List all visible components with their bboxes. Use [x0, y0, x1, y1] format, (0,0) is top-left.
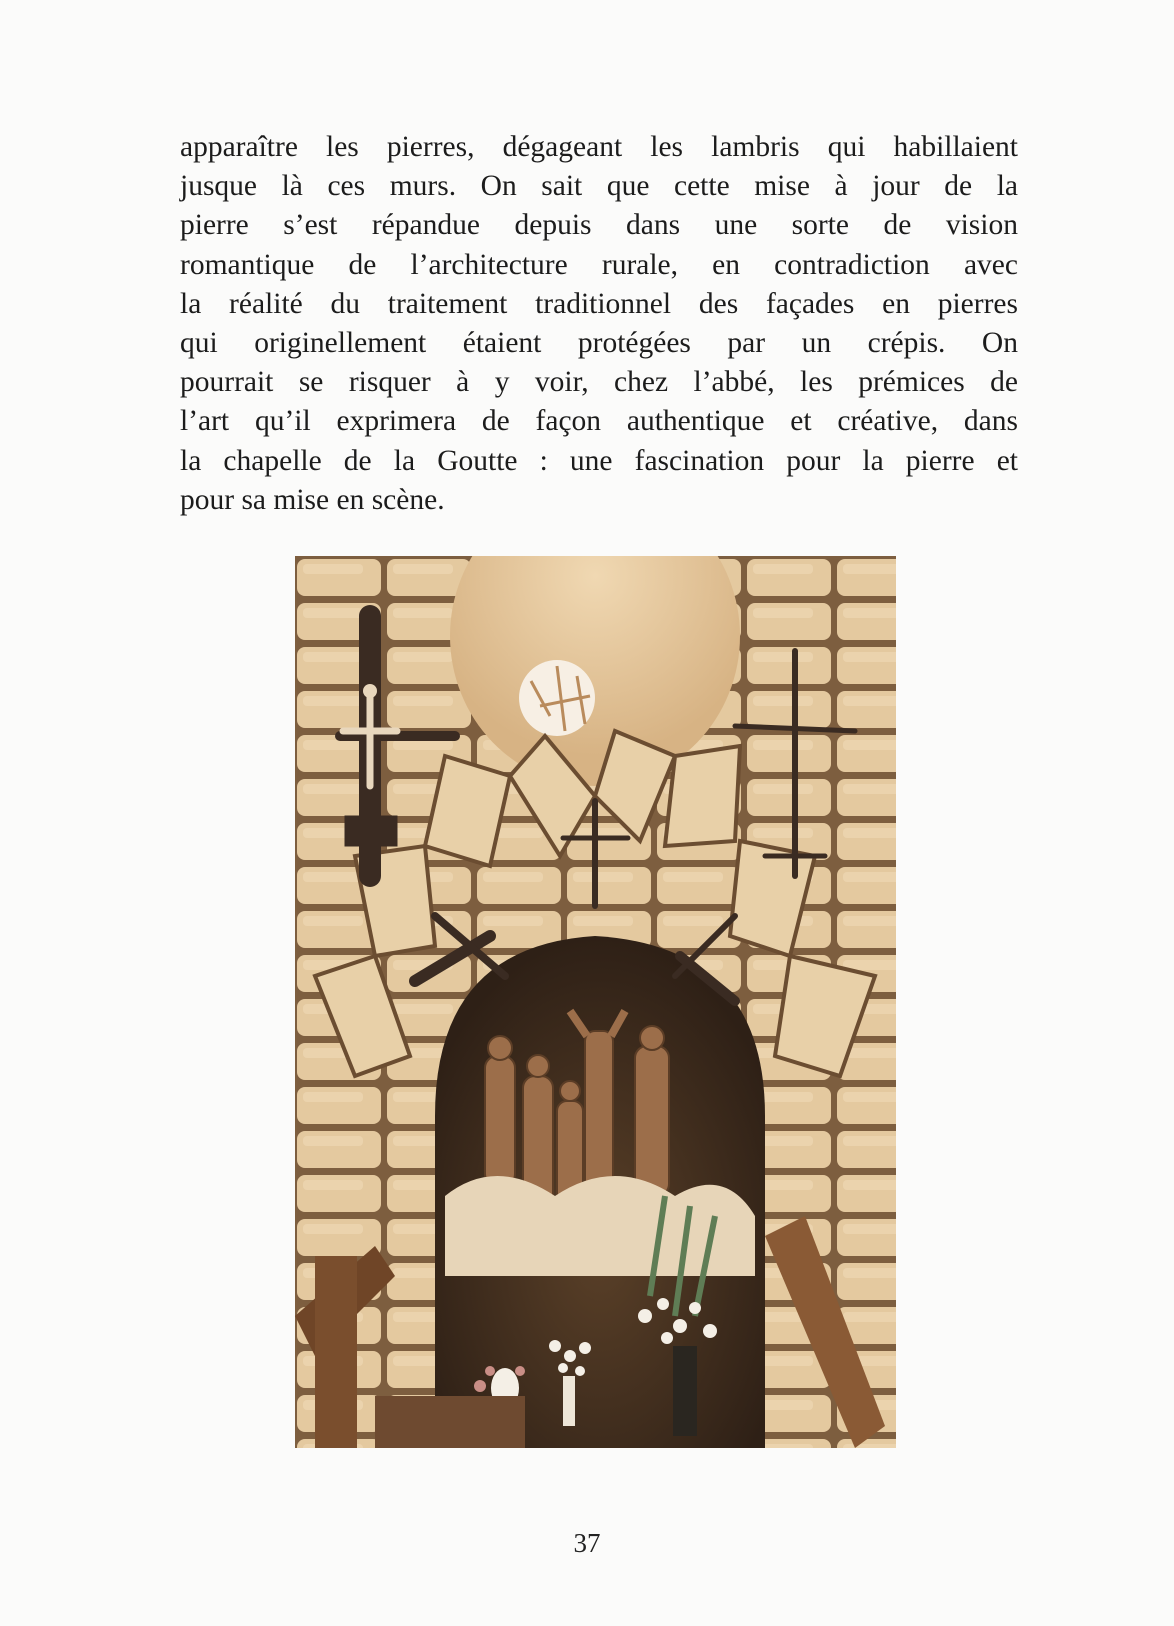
text-line: jusque là ces murs. On sait que cette mise à jour de la [180, 170, 1018, 203]
text-line: pourrait se risquer à y voir, chez l’abbé, les prémices de [180, 366, 1018, 399]
body-paragraph [180, 128, 1018, 520]
text-line: apparaître les pierres, dégageant les lambris qui habillaient [180, 131, 1018, 163]
chapel-niche-photo [295, 556, 896, 1448]
text-line: pour sa mise en scène. [180, 483, 445, 516]
text-line: pierre s’est répandue depuis dans une sorte de vision [180, 209, 1018, 242]
text-line: qui originellement étaient protégées par un crépis. On [180, 326, 1018, 359]
text-line: la réalité du traitement traditionnel des façades en pierres [180, 287, 1018, 320]
text-line: romantique de l’architecture rurale, en contradiction avec [180, 248, 1018, 281]
photo-illustration [295, 556, 896, 1448]
page-number: 37 [573, 1528, 601, 1558]
text-line: l’art qu’il exprimera de façon authentique et créative, dans [180, 405, 1018, 438]
text-line: la chapelle de la Goutte : une fascination pour la pierre et [180, 444, 1018, 477]
